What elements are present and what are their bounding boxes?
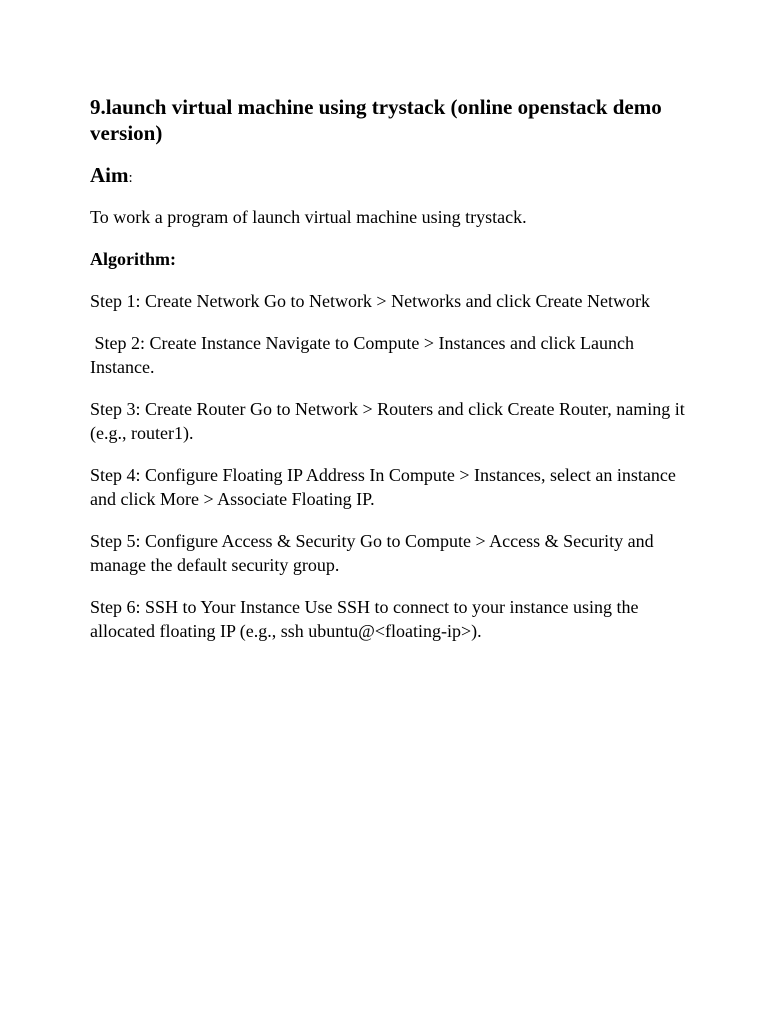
step-3: Step 3: Create Router Go to Network > Routers and click Create Router, naming it (e.g., router1). [90,399,690,443]
step-4: Step 4: Configure Floating IP Address In Compute > Instances, select an instance and click More > Associate Floating IP. [90,465,681,509]
algorithm-heading: Algorithm: [90,249,176,269]
step-1: Step 1: Create Network Go to Network > Networks and click Create Network [90,291,650,311]
aim-heading-label: Aim [90,163,129,187]
page-title: 9.launch virtual machine using trystack (online openstack demo version) [90,95,662,145]
aim-heading-colon: : [128,170,133,186]
aim-heading [90,162,690,191]
step-5: Step 5: Configure Access & Security Go to Compute > Access & Security and manage the default security group. [90,531,659,575]
step-6: Step 6: SSH to Your Instance Use SSH to connect to your instance using the allocated floating IP (e.g., ssh ubuntu@<floating-ip>). [90,597,643,641]
aim-text: To work a program of launch virtual machine using trystack. [90,207,527,227]
document-page [90,94,690,661]
step-2: Step 2: Create Instance Navigate to Compute > Instances and click Launch Instance. [90,333,639,377]
